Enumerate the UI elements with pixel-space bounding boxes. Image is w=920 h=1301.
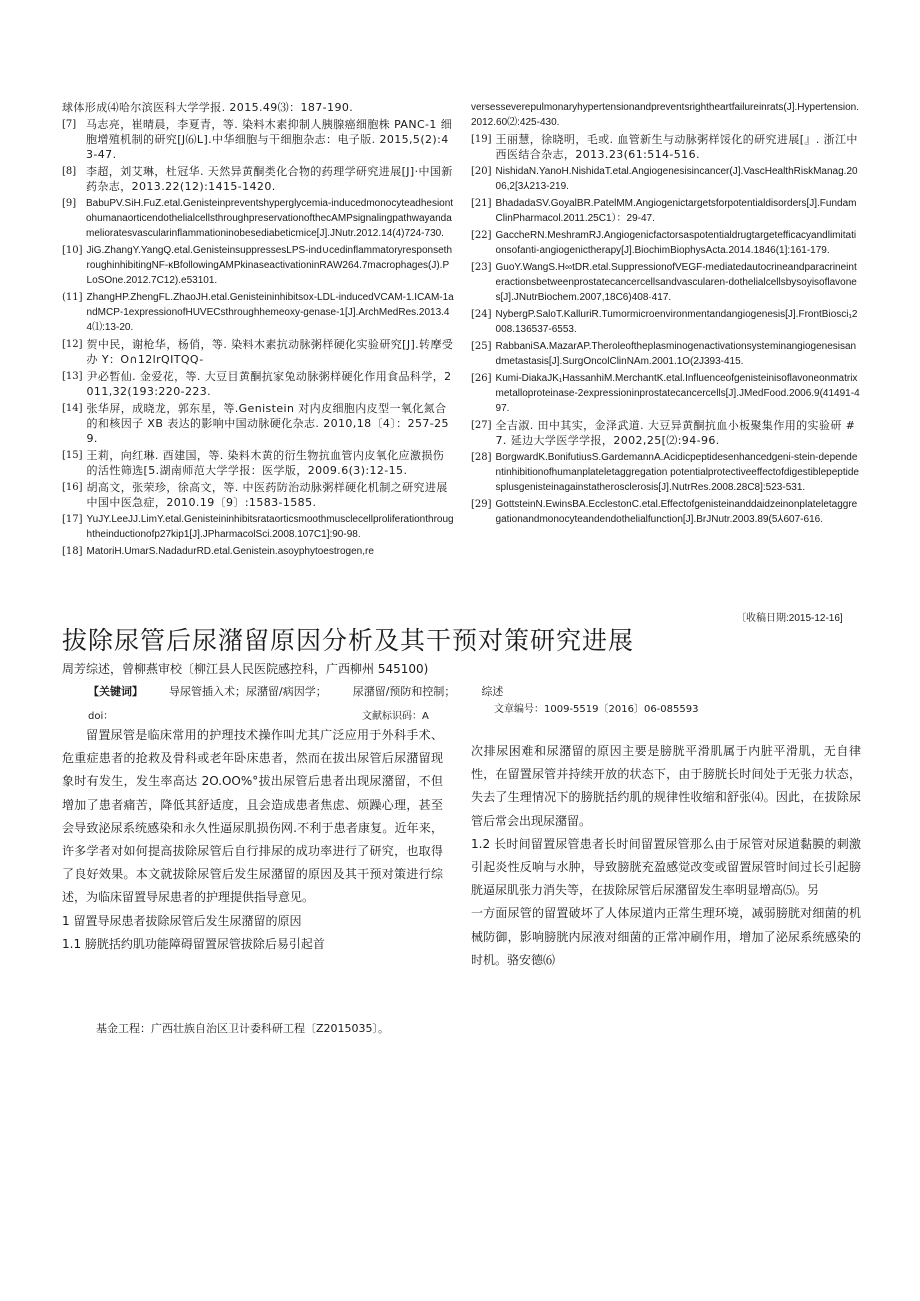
reference-text: NishidaN.YanoH.NishidaT.etal.Angiogenesisincancer(J].VascHealthRiskManag.2006,2[3⅄213-219. <box>495 166 858 192</box>
reference-text: BabuPV.SiH.FuZ.etal.Genisteinpreventshyperglycemia-inducedmonocyteadhesiontohumanaorticendothelialcellsthroughpreservationofthecAMPsignalingpathwayandamelioratesvascularinflammationinobesediabeticmice[J].JNutr.2012.14(4)724-730. <box>86 198 454 239</box>
reference-entry <box>62 164 454 194</box>
reference-text: BhadadaSV.GoyalBR.PatelMM.Angiogenictargetsforpotentialdisorders[J].FundamClinPharmacol.2011.25C1）：29-47. <box>495 198 857 224</box>
reference-text: 全吉淑. 田中其实，金泽武道. 大豆异黄酮抗血小板聚集作用的实验研 #7. 延边大学医学学报，2002,25[⑵:94-96. <box>495 419 856 447</box>
references-right-column <box>471 100 861 529</box>
reference-entry <box>62 243 454 288</box>
body-paragraph: 次排尿困难和尿潴留的原因主要是膀胱平滑肌属于内脏平滑肌，无自律性，在留置尿管并持续开放的状态下，由于膀胱长时间处于无张力状态，失去了生理情况下的膀胱括约肌的规律性收缩和舒张⑷。因此，在拔除尿管后常会出现尿潴留。 <box>471 744 861 828</box>
reference-text: 王莉，向红琳. 酉建国，等. 染料木黄的衍生物抗血管内皮氧化应激损伤的活性筛选[5.湖南师范大学学报：医学版，2009.6(3):12-15. <box>86 449 445 477</box>
body-left-column <box>62 724 443 956</box>
reference-entry <box>471 100 861 130</box>
reference-text: BorgwardK.BonifutiusS.GardemannA.Acidicpeptidesenhancedgeni-stein-dependentinhibitionofhumanplateletaggregation potentialprotectiveeffectofdigestiblepeptidesplusgenisteinagainstatherosclerosis[J].NutrRes.2008.28C8]:523-531. <box>495 452 859 493</box>
reference-entry <box>62 369 454 399</box>
body-paragraph: 1.2 长时间留置尿管患者长时间留置尿管那么由于尿管对尿道黏膜的刺激引起炎性反响与水肿，导致膀胱充盈感觉改变或留置尿管时间过长引起膀胱逼尿肌张力消失等，在拔除尿管后尿潴留发生率明显增高⑸。另 <box>471 836 861 898</box>
received-date: 〔收稿日期:2015-12-16] <box>736 613 843 624</box>
reference-text: ZhangHP.ZhengFL.ZhaoJH.etal.Genisteininhibitsox-LDL-inducedVCAM-1.ICAM-1andMCP-1expressionofHUVECsthroughhemeoxy-genase-1[J].ArchMedRes.2013.44⑴:13-20. <box>86 292 454 333</box>
reference-text: 球体形成⑷哈尔滨医科大学学报. 2015.49⑶：187-190. <box>62 101 354 114</box>
body-right-column <box>471 740 861 972</box>
reference-entry <box>471 228 861 258</box>
reference-number: [18] <box>62 546 83 557</box>
reference-entry <box>471 339 861 369</box>
reference-entry <box>62 512 454 542</box>
reference-entry <box>471 371 861 416</box>
reference-number: [21] <box>471 198 492 209</box>
reference-text: RabbaniSA.MazarAP.Theroleoftheplasminogenactivationsysteminangiogenesisandmetastasis[J].SurgOncolClinNAm.2001.1O(2J393-415. <box>495 341 857 367</box>
reference-text: GaccheRN.MeshramRJ.Angiogenicfactorsaspotentialdrugtargetefficacyandlimitationsofanti-angiogenictherapy[J].BiochimBiophysActa.2014.1846(1]:161-179. <box>495 230 857 256</box>
reference-entry <box>471 418 861 448</box>
reference-text: NybergP.SaloT.KalluriR.Tumormicroenvironmentandangiogenesis[J].FrontBiosci₁2008.136537-6553. <box>495 309 858 335</box>
reference-entry <box>471 164 861 194</box>
reference-number: [20] <box>471 166 492 177</box>
reference-number: [26] <box>471 373 492 384</box>
reference-number: [12] <box>62 339 83 350</box>
reference-number: [28] <box>471 452 492 463</box>
reference-text: GuoY.WangS.H∞tDR.etal.SuppressionofVEGF-mediatedautocrineandparacrineinteractionsbetweenprostatecancercellsandvascularen-dothelialcellsbysoyisoflavones[J].JNutrBiochem.2007,18C6)408·417. <box>495 262 857 303</box>
reference-text: YuJY.LeeJJ.LimY.etal.Genisteininhibitsrataorticsmoothmusclecellproliferationthroughtheinductionofp27kip1[J].JPharmacolSci.2008.107C1]:90-98. <box>86 514 454 540</box>
body-paragraph: 一方面尿管的留置破坏了人体尿道内正常生理环境，减弱膀胱对细菌的机械防御，影响膀胱内尿液对细菌的正常冲刷作用，增加了泌尿系统感染的时机。骆安德⑹ <box>471 906 861 967</box>
reference-text: 李超，刘艾琳，杜冠华. 天然异黄酮类化合物的药理学研究进展[J]·中国新药杂志，2013.22(12):1415-1420. <box>86 165 453 193</box>
reference-text: 胡高文，张荣珍，徐高文，等. 中医药防治动脉粥样硬化机制之研究进展中国中医急症，2010.19〔9〕:1583-1585. <box>86 481 448 509</box>
keyword: 综述 <box>481 685 504 698</box>
article-number: 文章编号：1009-5519〔2016〕06-085593 <box>494 704 699 715</box>
reference-entry <box>62 544 454 559</box>
reference-entry <box>62 337 454 367</box>
document-code: 文献标识码：A <box>362 711 429 722</box>
reference-number: [17] <box>62 514 83 525</box>
keywords-label: 【关键词】 <box>88 685 143 698</box>
keyword: 导尿管插入术；尿潴留/病因学； <box>169 685 327 698</box>
reference-number: [8] <box>62 166 77 177</box>
reference-text: 马志亮，崔晴晨，李夏青，等. 染料木素抑制人胰腺癌细胞株 PANC-1 细胞增殖机制的研究[J⑹L].中华细胞与干细胞杂志：电子版. 2015,5(2):43-47. <box>86 118 453 161</box>
reference-number: [7] <box>62 119 77 130</box>
reference-number: [15] <box>62 450 83 461</box>
keywords-line <box>88 683 503 699</box>
reference-entry <box>62 401 454 446</box>
reference-number: [14] <box>62 403 83 414</box>
reference-text: MatoriH.UmarS.NadadurRD.etal.Genistein.asoyphytoestrogen,re <box>86 546 374 557</box>
reference-text: 贺中民，谢枪华，杨俏，等. 染料木素抗动脉粥样硬化实验研究[J].转摩受办 Y：O∩12lrQITQQ- <box>86 338 454 366</box>
doi-label: doi： <box>88 711 114 722</box>
reference-entry <box>62 117 454 162</box>
reference-entry <box>62 196 454 241</box>
reference-number: [13] <box>62 371 83 382</box>
reference-number: [22] <box>471 230 492 241</box>
reference-entry <box>62 100 454 115</box>
reference-number: [27] <box>471 420 492 431</box>
reference-number: (11] <box>62 292 83 303</box>
reference-text: versesseverepulmonaryhypertensionandpreventsrightheartfailureinrats(J].Hypertension.2012.60⑵:425-430. <box>471 102 859 128</box>
reference-number: [10] <box>62 245 83 256</box>
reference-text: Kumi-DiakaJK₁HassanhiM.MerchantK.etal.Influenceofgenisteinisoflavoneonmatrixmetalloproteinase-2expressioninprostatecancercells[J].JMedFood.2006.9(41491-497. <box>495 373 860 414</box>
reference-text: 张华屏，成晓龙，郭东星，等.Genistein 对内皮细胞内皮型一氧化氮合的和核因子 XB 表达的影响中国动脉硬化杂志. 2010,18〔4〕：257-259. <box>86 402 449 445</box>
reference-entry <box>471 307 861 337</box>
reference-number: [19] <box>471 134 492 145</box>
reference-entry <box>471 132 861 162</box>
reference-number: [29] <box>471 499 492 510</box>
reference-text: 王丽慧，徐晓明，毛或. 血管新生与动脉粥样馁化的研究进展[』. 浙江中西医结合杂志，2013.23(61:514-516. <box>495 133 858 161</box>
section-heading-1-1: 1.1 膀胱括约肌功能障碍留置尿管拔除后易引起首 <box>62 936 325 951</box>
reference-number: [23] <box>471 262 492 273</box>
keyword: 尿潴留/预防和控制； <box>352 685 456 698</box>
funding-note: 基金工程：广西壮族自治区卫计委科研工程〔Z2015035〕。 <box>96 1022 390 1035</box>
intro-paragraph: 留置尿管是临床常用的护理技术操作叫尤其广泛应用于外科手术、危重症患者的抢救及骨科或老年卧床患者，然而在拔出尿管后尿潴留现象时有发生，发生率高达 2O.OO%°拔出尿管后患者出现尿潴留，不但增加了患者痛苦，降低其舒适度，且会造成患者焦虑、烦躁心理，甚至会导致泌尿系统感染和永久性逼尿肌损伤网.不利于患者康复。近年来，许多学者对如何提高拔除尿管后自行排尿的成功率进行了研究，也取得了良好效果。本文就拔除尿管后发生尿潴留的原因及其干预对策进行综述，为临床留置导尿患者的护理提供指导意见。 <box>62 728 443 905</box>
article-authors: 周芳综述，曾柳燕审校〔柳江县人民医院感控科，广西柳州 545100) <box>62 662 429 676</box>
reference-entry <box>471 196 861 226</box>
reference-entry <box>471 450 861 495</box>
reference-entry <box>62 480 454 510</box>
reference-number: [25] <box>471 341 492 352</box>
reference-entry <box>62 290 454 335</box>
reference-text: JiG.ZhangY.YangQ.etal.GenisteinsuppressesLPS-ind∪cedinflammatoryresponsethroughinhibitingNF-κBfollowingAMPkinaseactivationinRAW264.7macrophages(J).PLoSOne.2012.7C12).e53101. <box>86 245 453 286</box>
reference-entry <box>471 497 861 527</box>
reference-text: GottsteinN.EwinsBA.EcclestonC.etal.Effectofgenisteinanddaidzeinonplateletaggregationandmonocyteandendothelialfunction[J].BrJNutr.2003.89(5⅄607-616. <box>495 499 858 525</box>
article-title: 拔除尿管后尿潴留原因分析及其干预对策研究进展 <box>62 626 635 655</box>
reference-number: [16] <box>62 482 83 493</box>
reference-entry <box>471 260 861 305</box>
reference-number: [9] <box>62 198 77 209</box>
section-heading-1: 1 留置导尿患者拔除尿管后发生尿潴留的原因 <box>62 913 302 928</box>
reference-entry <box>62 448 454 478</box>
reference-text: 尹必暂仙. 金爱花，等. 大豆目黄酮抗家兔动脉粥样硬化作用食品科学，2011,32(193:220-223. <box>86 370 452 398</box>
references-left-column <box>62 100 454 561</box>
reference-number: [24] <box>471 309 492 320</box>
